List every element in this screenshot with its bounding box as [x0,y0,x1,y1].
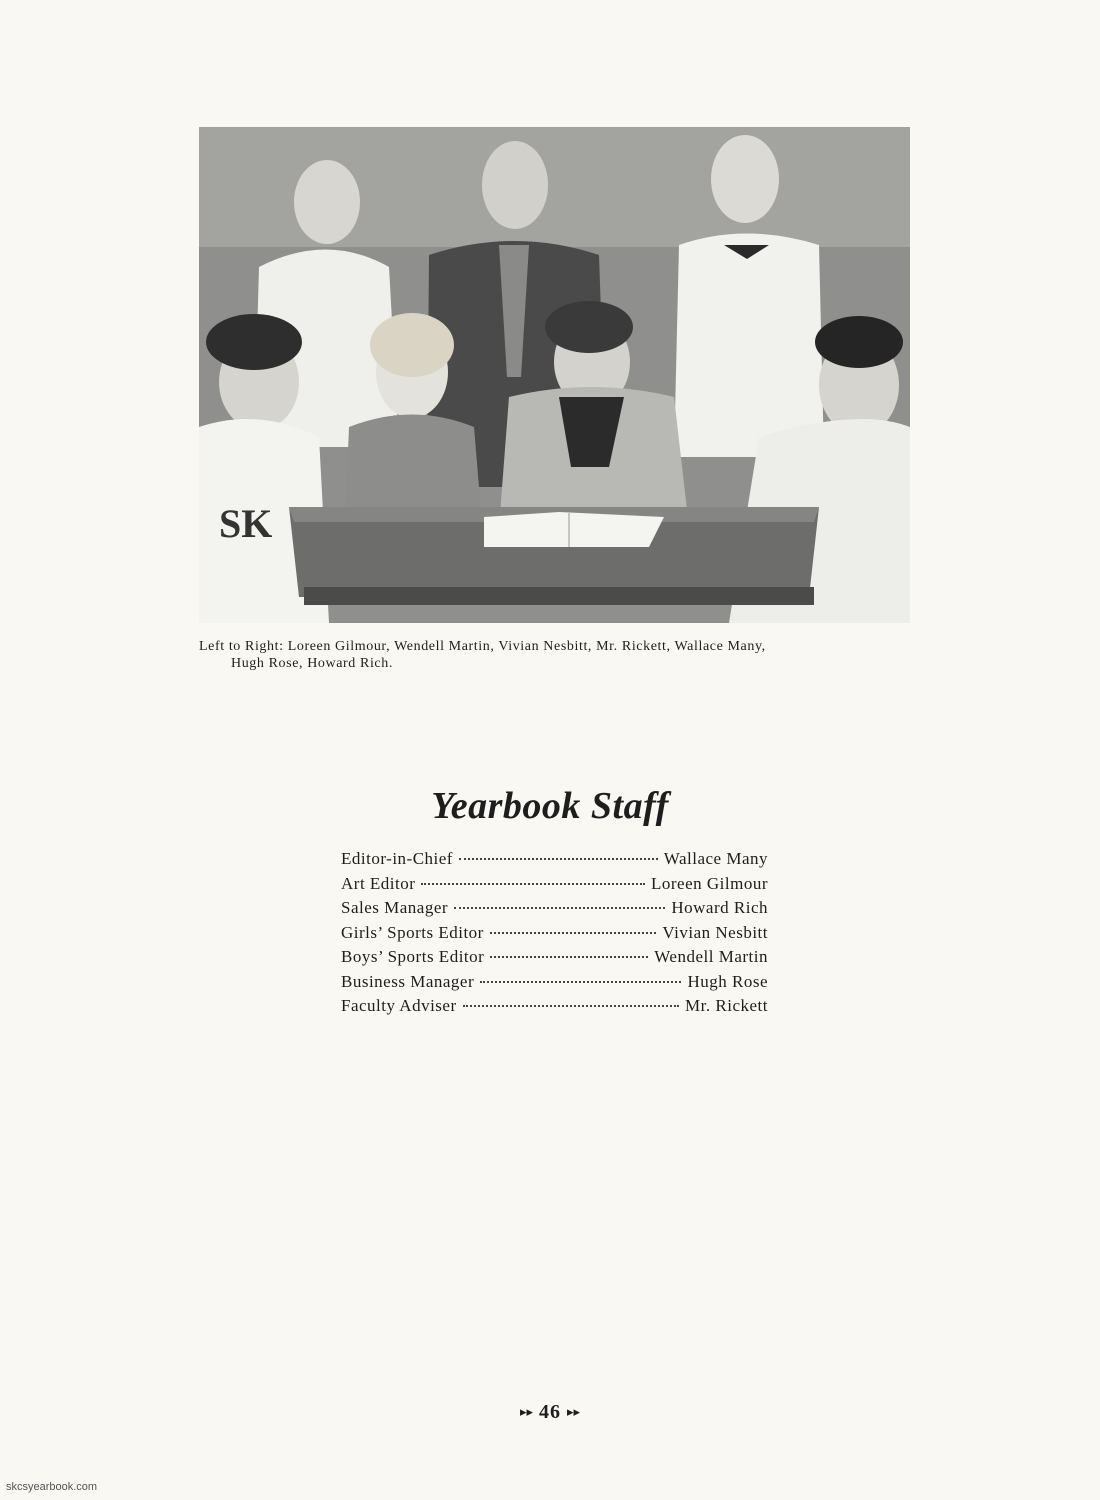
staff-row [341,874,768,899]
page-title: Yearbook Staff [431,785,669,827]
staff-row [341,972,768,997]
staff-name: Wendell Martin [654,947,768,966]
leader-dots [490,931,657,934]
staff-role: Art Editor [341,873,416,893]
leader-dots [454,906,665,909]
folio-ornament-right: ▸▸ [567,1404,581,1419]
staff-role: Faculty Adviser [341,996,457,1015]
staff-role: Business Manager [341,971,475,991]
page-number-value: 46 [539,1401,561,1423]
staff-row [341,947,768,972]
page-number [0,1401,1100,1424]
leader-dots [490,955,648,958]
caption-line-1: Left to Right: Loreen Gilmour, Wendell Martin, Vivian Nesbitt, Mr. Rickett, Wallace Many, [199,639,766,654]
leader-dots [480,980,681,983]
caption-line-2: Hugh Rose, Howard Rich. [231,656,393,671]
staff-name: Wallace Many [663,849,768,868]
staff-row [341,849,768,874]
svg-text:SK: SK [219,501,273,546]
staff-row [341,996,768,1021]
folio-ornament-left: ▸▸ [519,1404,533,1419]
staff-name: Hugh Rose [687,971,768,991]
photo-caption [199,638,911,672]
staff-row [341,898,768,923]
leader-dots [463,1004,679,1007]
staff-name: Vivian Nesbitt [662,922,768,942]
staff-name: Howard Rich [671,898,768,917]
staff-row [341,923,768,948]
staff-role: Boys’ Sports Editor [341,947,485,966]
staff-role: Girls’ Sports Editor [341,922,484,942]
leader-dots [421,882,645,885]
staff-role: Editor-in-Chief [341,849,453,868]
site-watermark: skcsyearbook.com [6,1481,98,1493]
staff-name: Loreen Gilmour [651,873,768,893]
staff-role: Sales Manager [341,898,449,917]
staff-photo-illustration [199,127,910,623]
leader-dots [459,857,658,860]
staff-list [341,849,768,1021]
staff-name: Mr. Rickett [685,996,768,1015]
staff-photo [199,127,910,623]
